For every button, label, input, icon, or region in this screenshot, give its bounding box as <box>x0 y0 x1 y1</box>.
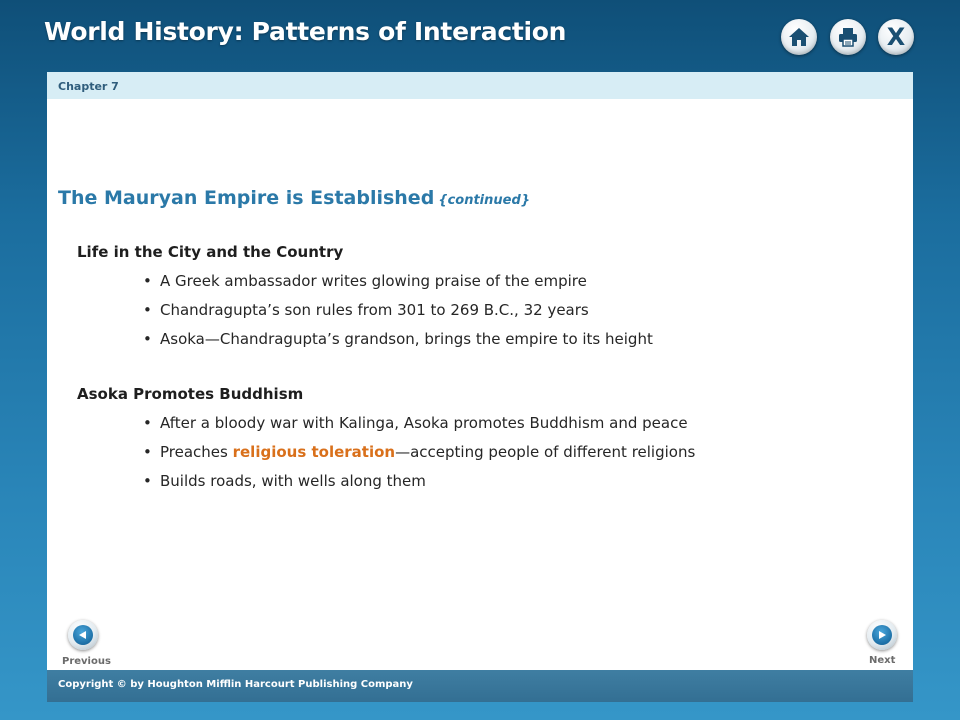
home-icon <box>788 27 810 47</box>
section-heading: Asoka Promotes Buddhism <box>77 385 304 403</box>
bullet-item: • Chandragupta’s son rules from 301 to 269 B.C., 32 years <box>160 301 589 319</box>
bullet-item <box>160 443 695 461</box>
bullet-item: • After a bloody war with Kalinga, Asoka promotes Buddhism and peace <box>160 414 688 432</box>
previous-button-face <box>73 625 93 645</box>
close-button[interactable] <box>878 19 914 55</box>
copyright-text: Copyright © by Houghton Mifflin Harcourt Publishing Company <box>58 679 413 690</box>
home-button[interactable] <box>781 19 817 55</box>
arrow-right-icon <box>877 630 887 640</box>
bullet-text: Preaches <box>160 443 233 461</box>
slide-panel <box>47 72 913 670</box>
slide-heading-text: The Mauryan Empire is Established <box>58 187 435 209</box>
app-title: World History: Patterns of Interaction <box>44 17 567 46</box>
close-icon: X <box>886 23 906 51</box>
next-button-face <box>872 625 892 645</box>
bullet-item: • Asoka—Chandragupta’s grandson, brings the empire to its height <box>160 330 653 348</box>
print-button[interactable] <box>830 19 866 55</box>
footer-bar <box>47 670 913 702</box>
chapter-label: Chapter 7 <box>58 80 119 93</box>
slide-heading <box>58 187 530 209</box>
previous-label[interactable]: Previous <box>62 656 111 667</box>
print-icon <box>837 26 859 48</box>
bullet-text: —accepting people of different religions <box>395 443 696 461</box>
next-button[interactable] <box>867 620 897 650</box>
bullet-item: • A Greek ambassador writes glowing praise of the empire <box>160 272 587 290</box>
section-heading: Life in the City and the Country <box>77 243 344 261</box>
next-label[interactable]: Next <box>869 655 896 666</box>
slide-heading-suffix: {continued} <box>438 193 531 208</box>
key-term: religious toleration <box>232 443 396 461</box>
chapter-bar <box>47 72 913 99</box>
previous-button[interactable] <box>68 620 98 650</box>
arrow-left-icon <box>78 630 88 640</box>
bullet-item: • Builds roads, with wells along them <box>160 472 426 490</box>
